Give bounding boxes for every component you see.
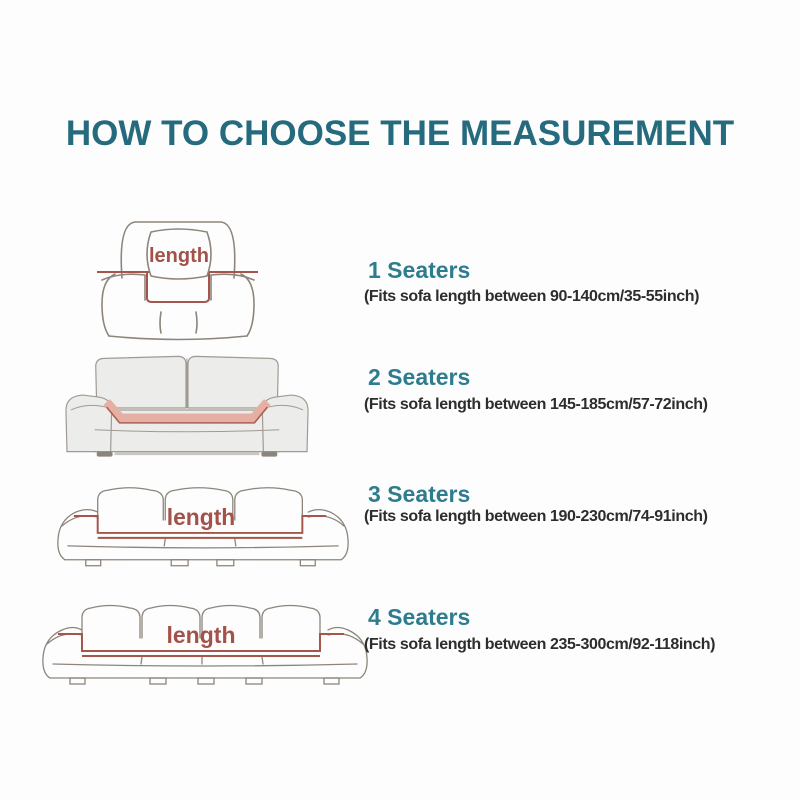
two-seater-sofa-illustration <box>63 350 311 462</box>
seater-heading-4: 4 Seaters <box>368 604 471 630</box>
length-label: length <box>149 245 209 267</box>
seater-description-3: (Fits sofa length between 190-230cm/74-91inch) <box>364 508 708 525</box>
seater-description-1: (Fits sofa length between 90-140cm/35-55inch) <box>364 288 699 305</box>
seater-description-4: (Fits sofa length between 235-300cm/92-118inch) <box>364 636 716 653</box>
three-seater-sofa-illustration <box>52 476 354 570</box>
page-title: HOW TO CHOOSE THE MEASUREMENT <box>65 114 735 153</box>
seater-heading-1: 1 Seaters <box>368 257 471 283</box>
seater-heading-2: 2 Seaters <box>368 364 471 390</box>
one-seater-armchair-illustration <box>95 212 260 342</box>
four-seater-sofa-illustration <box>38 592 372 690</box>
length-label: length <box>166 503 236 530</box>
length-label: length <box>166 622 236 648</box>
seater-description-2: (Fits sofa length between 145-185cm/57-72inch) <box>364 396 708 413</box>
seater-heading-3: 3 Seaters <box>368 481 471 507</box>
